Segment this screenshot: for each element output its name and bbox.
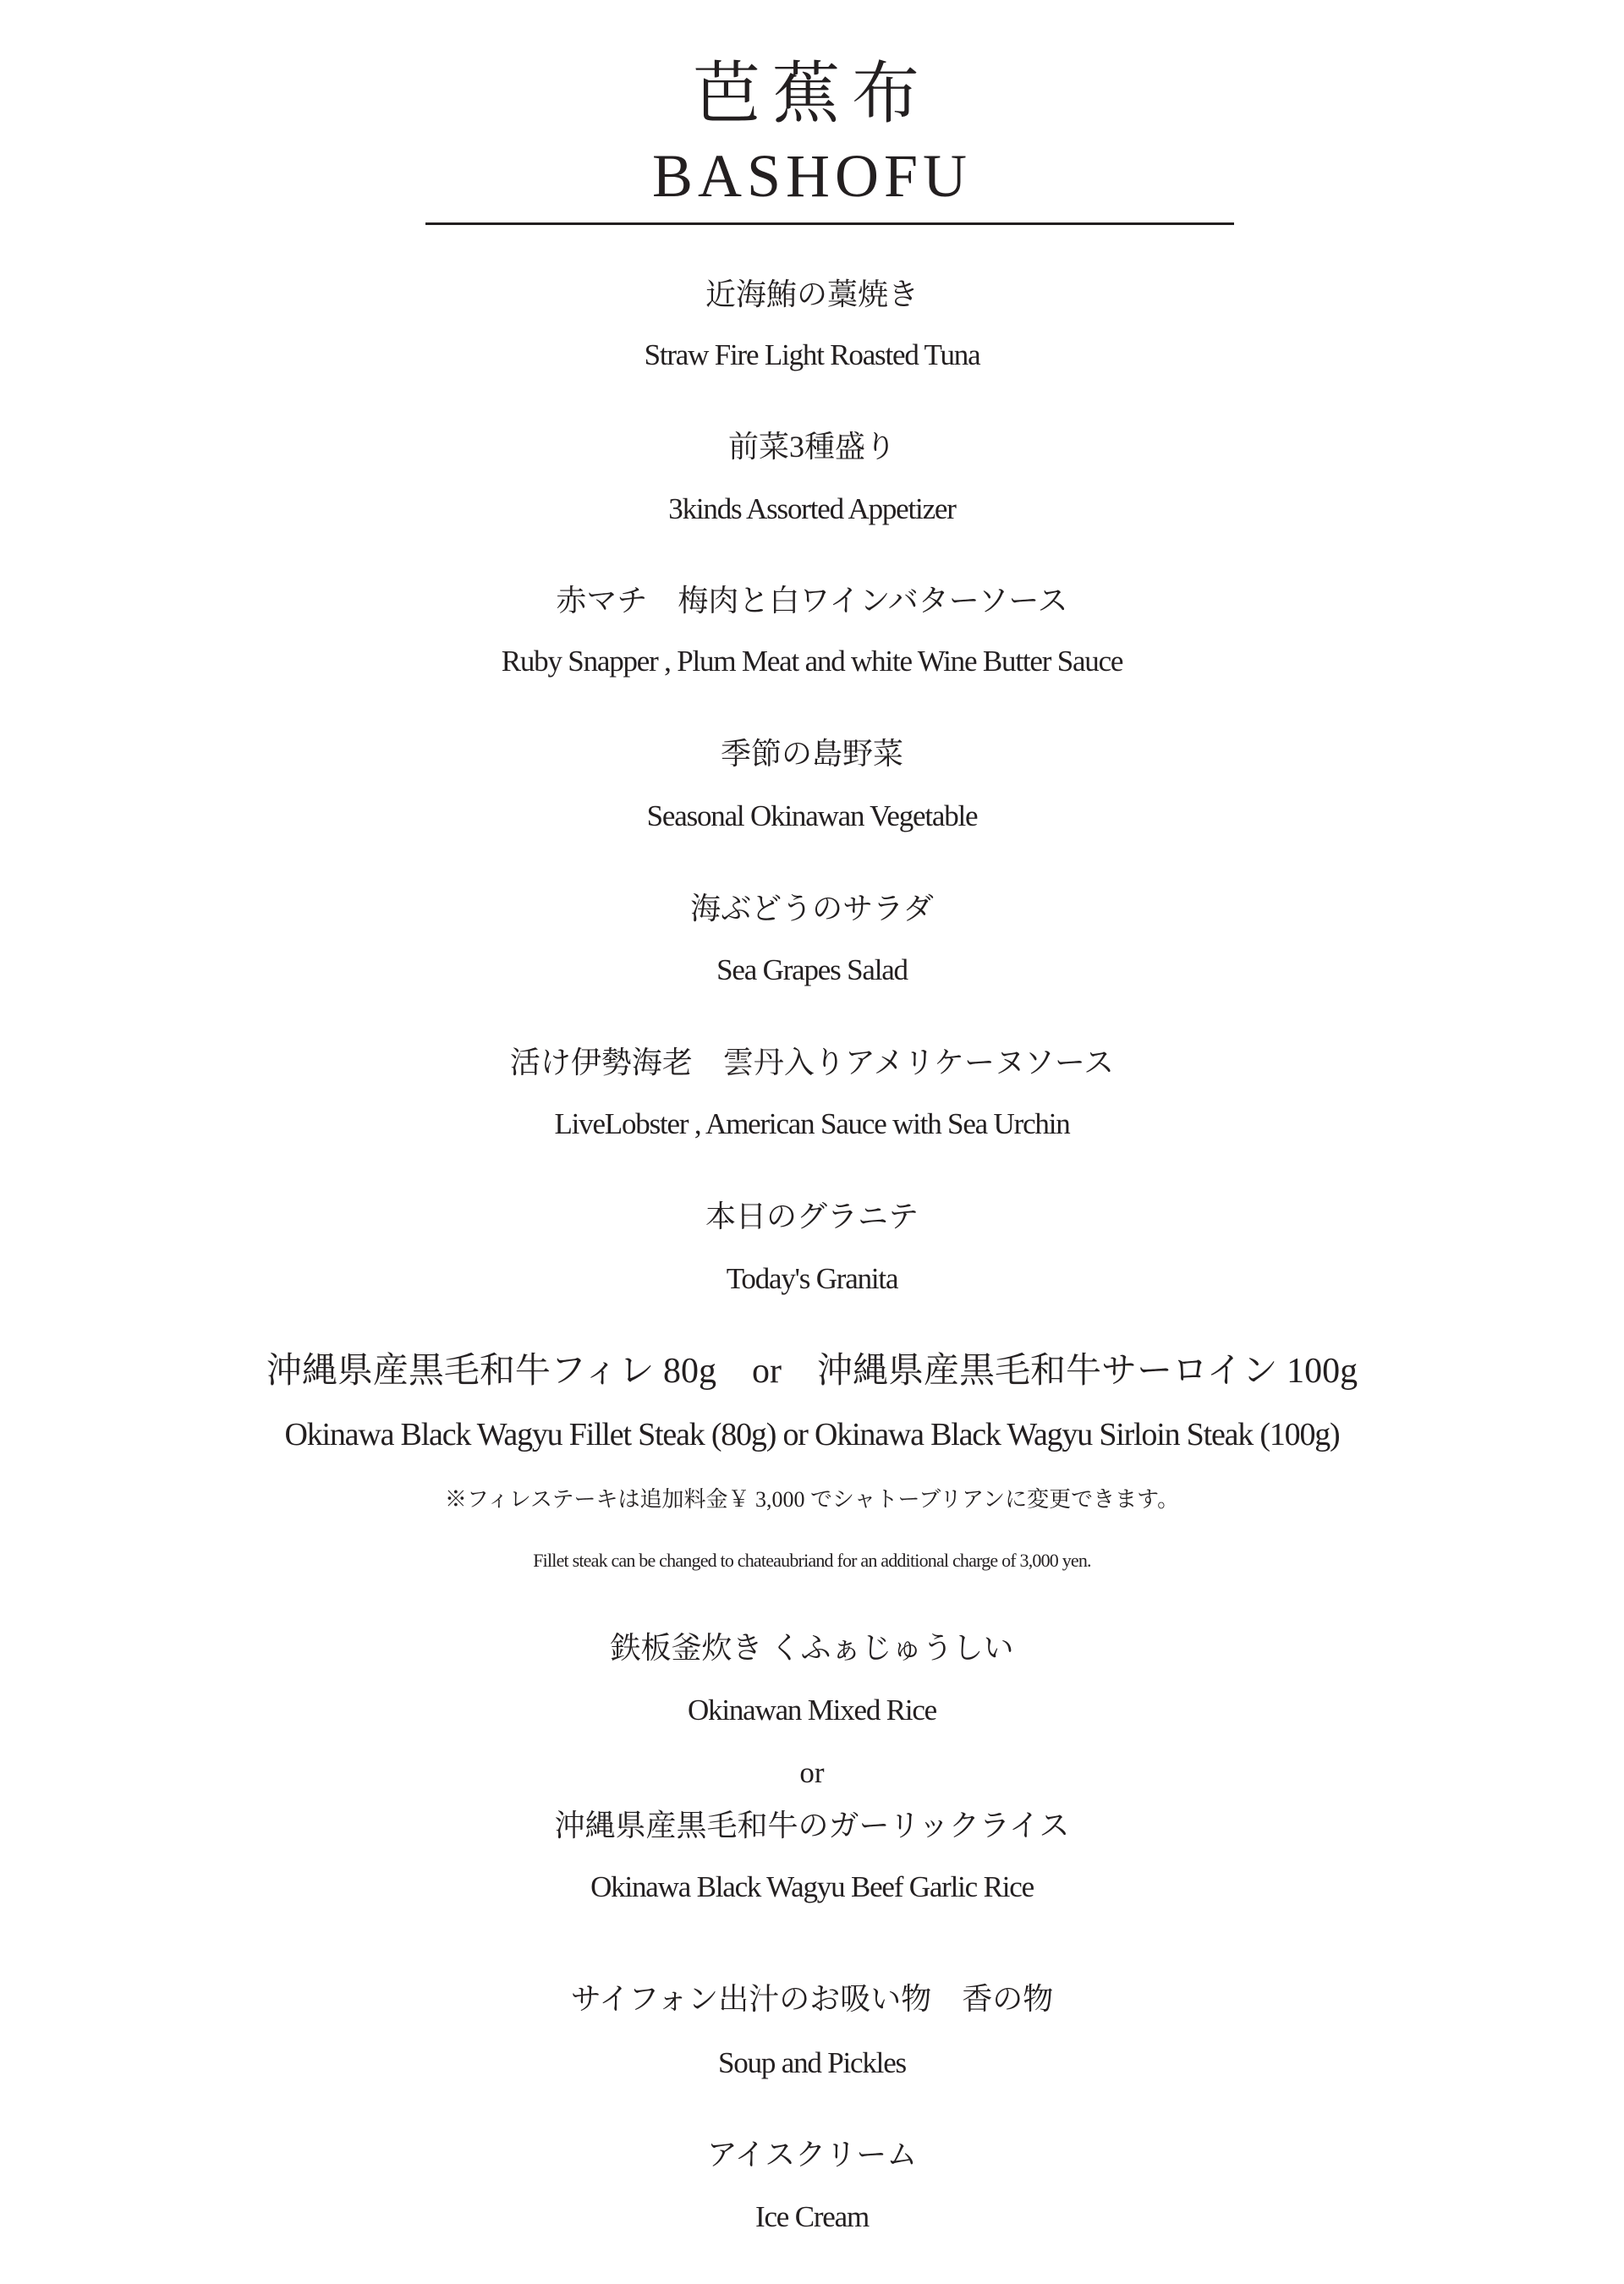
- course-10-en: Soup and Pickles: [718, 2046, 906, 2079]
- course-7-jp: 本日のグラニテ: [705, 1200, 919, 1233]
- course-6-jp: 活け伊勢海老 雲丹入りアメリケーヌソース: [509, 1046, 1115, 1079]
- title-divider: [425, 222, 1234, 225]
- course-9-jp: 鉄板釜炊き くふぁじゅうしい: [610, 1631, 1014, 1665]
- course-3-jp: 赤マチ 梅肉と白ワインバターソース: [556, 584, 1068, 618]
- course-8-note-en: Fillet steak can be changed to chateaubriand for an additional charge of 3,000 yen.: [533, 1550, 1091, 1571]
- menu-title-japanese: 芭蕉布: [693, 58, 931, 132]
- course-9-en: Okinawan Mixed Rice: [687, 1694, 937, 1727]
- course-3-en: Ruby Snapper , Plum Meat and white Wine Butter Sauce: [501, 645, 1123, 678]
- course-8-jp: 沖縄県産黒毛和牛フィレ 80g or 沖縄県産黒毛和牛サーロイン 100g: [266, 1352, 1358, 1391]
- course-4-en: Seasonal Okinawan Vegetable: [646, 799, 978, 832]
- course-8-en: Okinawa Black Wagyu Fillet Steak (80g) or Okinawa Black Wagyu Sirloin Steak (100g): [284, 1417, 1340, 1452]
- course-4-jp: 季節の島野菜: [720, 737, 903, 771]
- course-11-en: Ice Cream: [755, 2200, 869, 2233]
- course-2-en: 3kinds Assorted Appetizer: [668, 492, 956, 525]
- course-1-jp: 近海鮪の藁焼き: [705, 277, 919, 311]
- course-5-en: Sea Grapes Salad: [716, 953, 908, 986]
- course-10-jp: サイフォン出汁のお吸い物 香の物: [570, 1982, 1054, 2016]
- course-8-note-jp: ※フィレステーキは追加料金￥ 3,000 でシャトーブリアンに変更できます。: [444, 1487, 1180, 1512]
- course-9-alt-en: Okinawa Black Wagyu Beef Garlic Rice: [590, 1870, 1034, 1903]
- course-7-en: Today's Granita: [726, 1262, 898, 1295]
- course-9-or: or: [799, 1756, 825, 1789]
- course-5-jp: 海ぶどうのサラダ: [690, 892, 934, 925]
- menu-title-english: BASHOFU: [651, 142, 973, 210]
- course-11-jp: アイスクリーム: [706, 2138, 918, 2171]
- course-2-jp: 前菜3種盛り: [727, 430, 896, 464]
- course-6-en: LiveLobster , American Sauce with Sea Urchin: [554, 1107, 1070, 1140]
- course-1-en: Straw Fire Light Roasted Tuna: [644, 338, 980, 371]
- course-9-alt-jp: 沖縄県産黒毛和牛のガーリックライス: [554, 1809, 1070, 1842]
